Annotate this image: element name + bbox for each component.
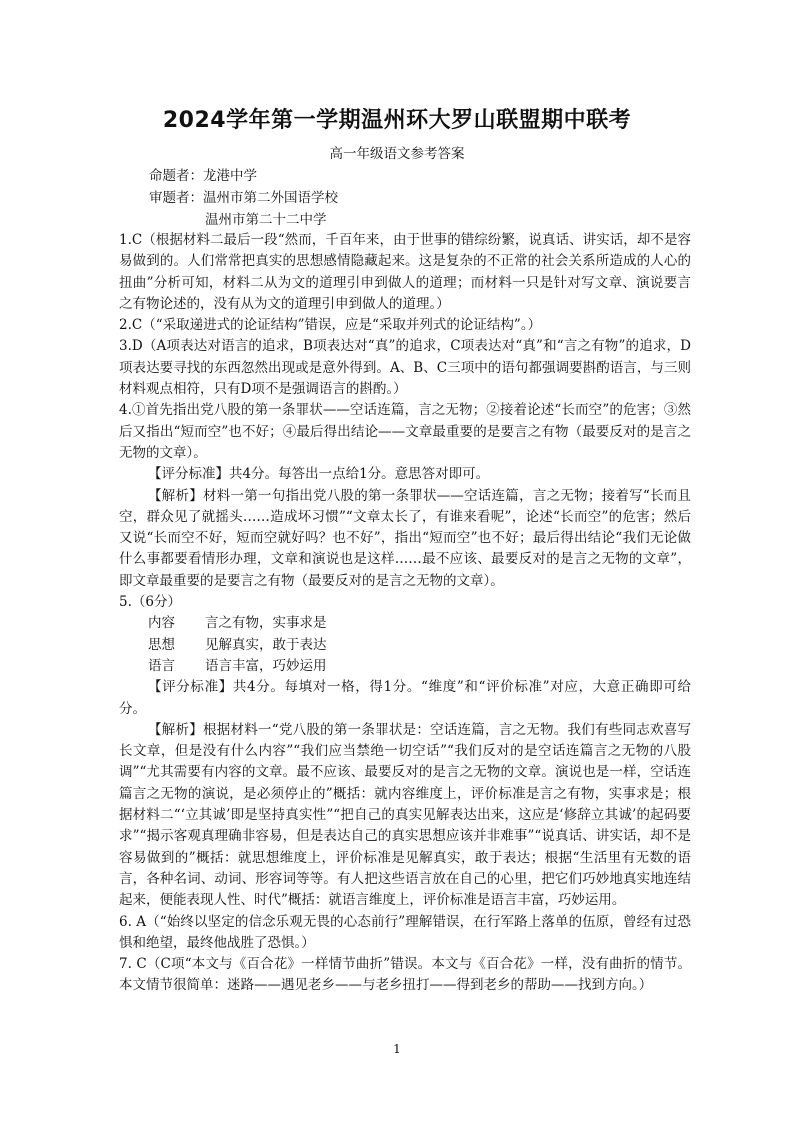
author-line [149, 164, 257, 184]
page-title: 2024学年第一学期温州环大罗山联盟期中联考 [162, 108, 632, 133]
q5-row-key: 语言 [148, 657, 175, 674]
q4-scoring-standard: 【评分标准】共4分。每答出一点给1分。意思答对即可。 [148, 466, 490, 483]
reviewer-line [149, 186, 338, 206]
answer-q6: 6. A（“始终以坚定的信念乐观无畏的心态前行”理解错误，在行军路上落单的伍原，曾经有过恐惧和绝望，最终他战胜了恐惧。） [119, 913, 691, 951]
answer-q3: 3.D（A项表达对语言的追求，B项表达对“真”的追求，C项表达对“真”和“言之有物”的追求，D项表达要寻找的东西忽然出现或是意外得到。A、B、C三项中的语句都强调要斟酌语言，与三则材料观点相符，只有D项不是强调语言的斟酌。） [119, 338, 691, 398]
answer-q4: 4.①首先指出党八股的第一条罪状——空话连篇，言之无物；②接着论述“长而空”的危害；③然后又指出“短而空”也不好；④最后得出结论——文章最重要的是要言之有物（最要反对的是言之无物的文章）。 [119, 402, 691, 461]
author-label: 命题者： [149, 168, 203, 184]
q5-row-language [119, 656, 691, 677]
reviewer-name-1: 温州市第二外国语学校 [203, 190, 338, 206]
q5-row-key: 思想 [148, 636, 175, 653]
answer-q5-head: 5.（6分） [119, 594, 181, 611]
answer-q2: 2.C（“采取递进式的论证结构”错误，应是“采取并列式的论证结构”。） [119, 317, 542, 334]
q5-row-key: 内容 [148, 615, 175, 632]
q5-row-thought [119, 635, 691, 656]
page-number: 1 [393, 1042, 401, 1056]
reviewer-name-2: 温州市第二十二中学 [205, 212, 327, 228]
q5-analysis: 【解析】根据材料一“党八股的第一条罪状是：空话连篇，言之无物。我们有些同志欢喜写长文章，但是没有什么内容”“我们应当禁绝一切空话”“我们反对的是空话连篇言之无物的八股调”“尤其需要有内容的文章。最不应该、最要反对的是言之无物的文章。演说也是一样，空话连篇言之无物的演说，是必须停止的”概括：就内容维度上，评价标准是言之有物，实事求是；根据材料二“‘立其诚’即是坚持真实性”“把自己的真实见解表达出来，这应是‘修辞立其诚’的起码要求”“揭示客观真理确非容易，但是表达自己的真实思想应该并非难事”“说真话、讲实话，却不是容易做到的”概括：就思想维度上，评价标准是见解真实，敢于表达；根据“生活里有无数的语言，各种名词、动词、形容词等等。有人把这些语言放在自己的心里，把它们巧妙地真实地连结起来，便能表现人性、时代”概括：就语言维度上，评价标准是语言丰富，巧妙运用。 [119, 721, 691, 909]
q5-scoring-standard: 【评分标准】共4分。每填对一格，得1分。“维度”和“评价标准”对应，大意正确即可给分。 [119, 679, 691, 717]
author-name: 龙港中学 [203, 168, 257, 184]
answer-q7: 7. C（C项“本文与《百合花》一样情节曲折”错误。本文与《百合花》一样，没有曲折的情节。本文情节很简单：迷路——遇见老乡——与老乡扭打——得到老乡的帮助——找到方向。） [119, 956, 691, 994]
q5-row-value: 语言丰富，巧妙运用 [205, 657, 327, 674]
reviewer-line-2 [205, 208, 327, 228]
answer-body [119, 230, 691, 997]
q5-row-value: 见解真实，敢于表达 [205, 636, 327, 653]
page-subtitle: 高一年级语文参考答案 [329, 146, 465, 162]
q5-row-content [119, 613, 691, 634]
q5-row-value: 言之有物，实事求是 [205, 615, 327, 632]
reviewer-label: 审题者： [149, 190, 203, 206]
q4-analysis: 【解析】材料一第一句指出党八股的第一条罪状——空话连篇，言之无物；接着写“长而且空，群众见了就摇头……造成坏习惯”“文章太长了，有谁来看呢”，论述“长而空”的危害；然后又说“长而空不好，短而空就好吗？也不好”，指出“短而空”也不好；最后得出结论“我们无论做什么事都要看情形办理，文章和演说也是这样……最不应该、最要反对的是言之无物的文章”，即文章最重要的是要言之有物（最要反对的是言之无物的文章）。 [119, 487, 691, 589]
answer-q1: 1.C（根据材料二最后一段“然而，千百年来，由于世事的错综纷繁，说真话、讲实话，却不是容易做到的。人们常常把真实的思想感情隐藏起来。这是复杂的不正常的社会关系所造成的人心的扭曲”分析可知，材料二从为文的道理引申到做人的道理；而材料一只是针对写文章、演说要言之有物论述的，没有从为文的道理引申到做人的道理。） [119, 232, 691, 312]
